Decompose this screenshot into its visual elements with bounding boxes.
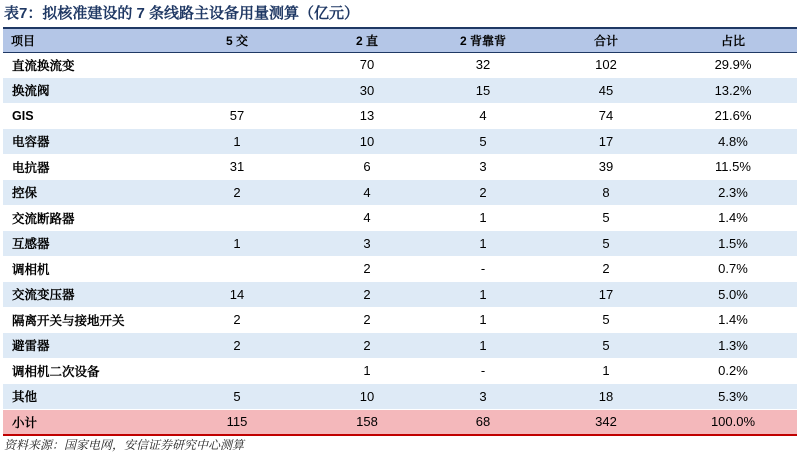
subtotal-dc2: 158 [311,409,423,435]
item-name: GIS [3,103,163,129]
btb2-value: - [423,358,543,384]
table-row [3,256,797,282]
item-name: 直流换流变 [3,52,163,78]
dc2-value: 10 [311,129,423,155]
btb2-value: 3 [423,154,543,180]
share-value: 2.3% [669,180,797,206]
total-value: 39 [543,154,669,180]
dc2-value: 4 [311,180,423,206]
btb2-value: 3 [423,384,543,410]
table-row [3,52,797,78]
table-row [3,129,797,155]
btb2-value: 5 [423,129,543,155]
item-name: 交流变压器 [3,282,163,308]
btb2-value: - [423,256,543,282]
dc2-value: 2 [311,282,423,308]
btb2-value: 1 [423,282,543,308]
total-value: 5 [543,205,669,231]
share-value: 1.4% [669,307,797,333]
table-row [3,282,797,308]
ac5-value: 2 [163,333,311,359]
total-value: 18 [543,384,669,410]
header-total: 合计 [543,28,669,52]
item-name: 调相机 [3,256,163,282]
table-row [3,103,797,129]
btb2-value: 4 [423,103,543,129]
subtotal-total: 342 [543,409,669,435]
share-value: 1.3% [669,333,797,359]
ac5-value [163,256,311,282]
ac5-value: 2 [163,180,311,206]
ac5-value: 14 [163,282,311,308]
table-row [3,307,797,333]
total-value: 8 [543,180,669,206]
ac5-value: 5 [163,384,311,410]
subtotal-share: 100.0% [669,409,797,435]
ac5-value: 2 [163,307,311,333]
item-name: 隔离开关与接地开关 [3,307,163,333]
share-value: 4.8% [669,129,797,155]
table-row [3,231,797,257]
ac5-value [163,358,311,384]
total-value: 5 [543,333,669,359]
item-name: 电容器 [3,129,163,155]
dc2-value: 2 [311,256,423,282]
ac5-value: 1 [163,129,311,155]
header-row [3,28,797,52]
table-row [3,180,797,206]
total-value: 1 [543,358,669,384]
header-dc2: 2 直 [311,28,423,52]
header-ac5: 5 交 [163,28,311,52]
ac5-value [163,205,311,231]
subtotal-btb2: 68 [423,409,543,435]
share-value: 1.4% [669,205,797,231]
total-value: 17 [543,282,669,308]
share-value: 0.7% [669,256,797,282]
dc2-value: 3 [311,231,423,257]
share-value: 5.0% [669,282,797,308]
btb2-value: 1 [423,205,543,231]
dc2-value: 2 [311,307,423,333]
table-row [3,333,797,359]
ac5-value: 1 [163,231,311,257]
total-value: 74 [543,103,669,129]
share-value: 11.5% [669,154,797,180]
dc2-value: 4 [311,205,423,231]
total-value: 5 [543,307,669,333]
btb2-value: 15 [423,78,543,104]
table-row [3,154,797,180]
header-share: 占比 [669,28,797,52]
total-value: 45 [543,78,669,104]
dc2-value: 10 [311,384,423,410]
total-value: 2 [543,256,669,282]
btb2-value: 1 [423,307,543,333]
item-name: 调相机二次设备 [3,358,163,384]
table-row [3,205,797,231]
share-value: 0.2% [669,358,797,384]
dc2-value: 6 [311,154,423,180]
header-item: 项目 [3,28,163,52]
share-value: 1.5% [669,231,797,257]
table-row [3,384,797,410]
total-value: 102 [543,52,669,78]
item-name: 避雷器 [3,333,163,359]
table-row [3,78,797,104]
ac5-value: 57 [163,103,311,129]
total-value: 17 [543,129,669,155]
item-name: 其他 [3,384,163,410]
source-note: 资料来源：国家电网，安信证券研究中心测算 [4,438,245,452]
header-btb2: 2 背靠背 [423,28,543,52]
btb2-value: 1 [423,333,543,359]
btb2-value: 32 [423,52,543,78]
share-value: 21.6% [669,103,797,129]
dc2-value: 1 [311,358,423,384]
table-row [3,358,797,384]
item-name: 换流阀 [3,78,163,104]
equipment-table [3,27,797,436]
table-title: 表7：拟核准建设的 7 条线路主设备用量测算（亿元） [4,5,360,22]
subtotal-label: 小计 [3,409,163,435]
item-name: 交流断路器 [3,205,163,231]
total-value: 5 [543,231,669,257]
ac5-value: 31 [163,154,311,180]
dc2-value: 30 [311,78,423,104]
dc2-value: 2 [311,333,423,359]
ac5-value [163,52,311,78]
subtotal-row [3,409,797,435]
dc2-value: 70 [311,52,423,78]
btb2-value: 1 [423,231,543,257]
ac5-value [163,78,311,104]
item-name: 互感器 [3,231,163,257]
share-value: 13.2% [669,78,797,104]
item-name: 电抗器 [3,154,163,180]
btb2-value: 2 [423,180,543,206]
dc2-value: 13 [311,103,423,129]
subtotal-ac5: 115 [163,409,311,435]
share-value: 29.9% [669,52,797,78]
share-value: 5.3% [669,384,797,410]
item-name: 控保 [3,180,163,206]
